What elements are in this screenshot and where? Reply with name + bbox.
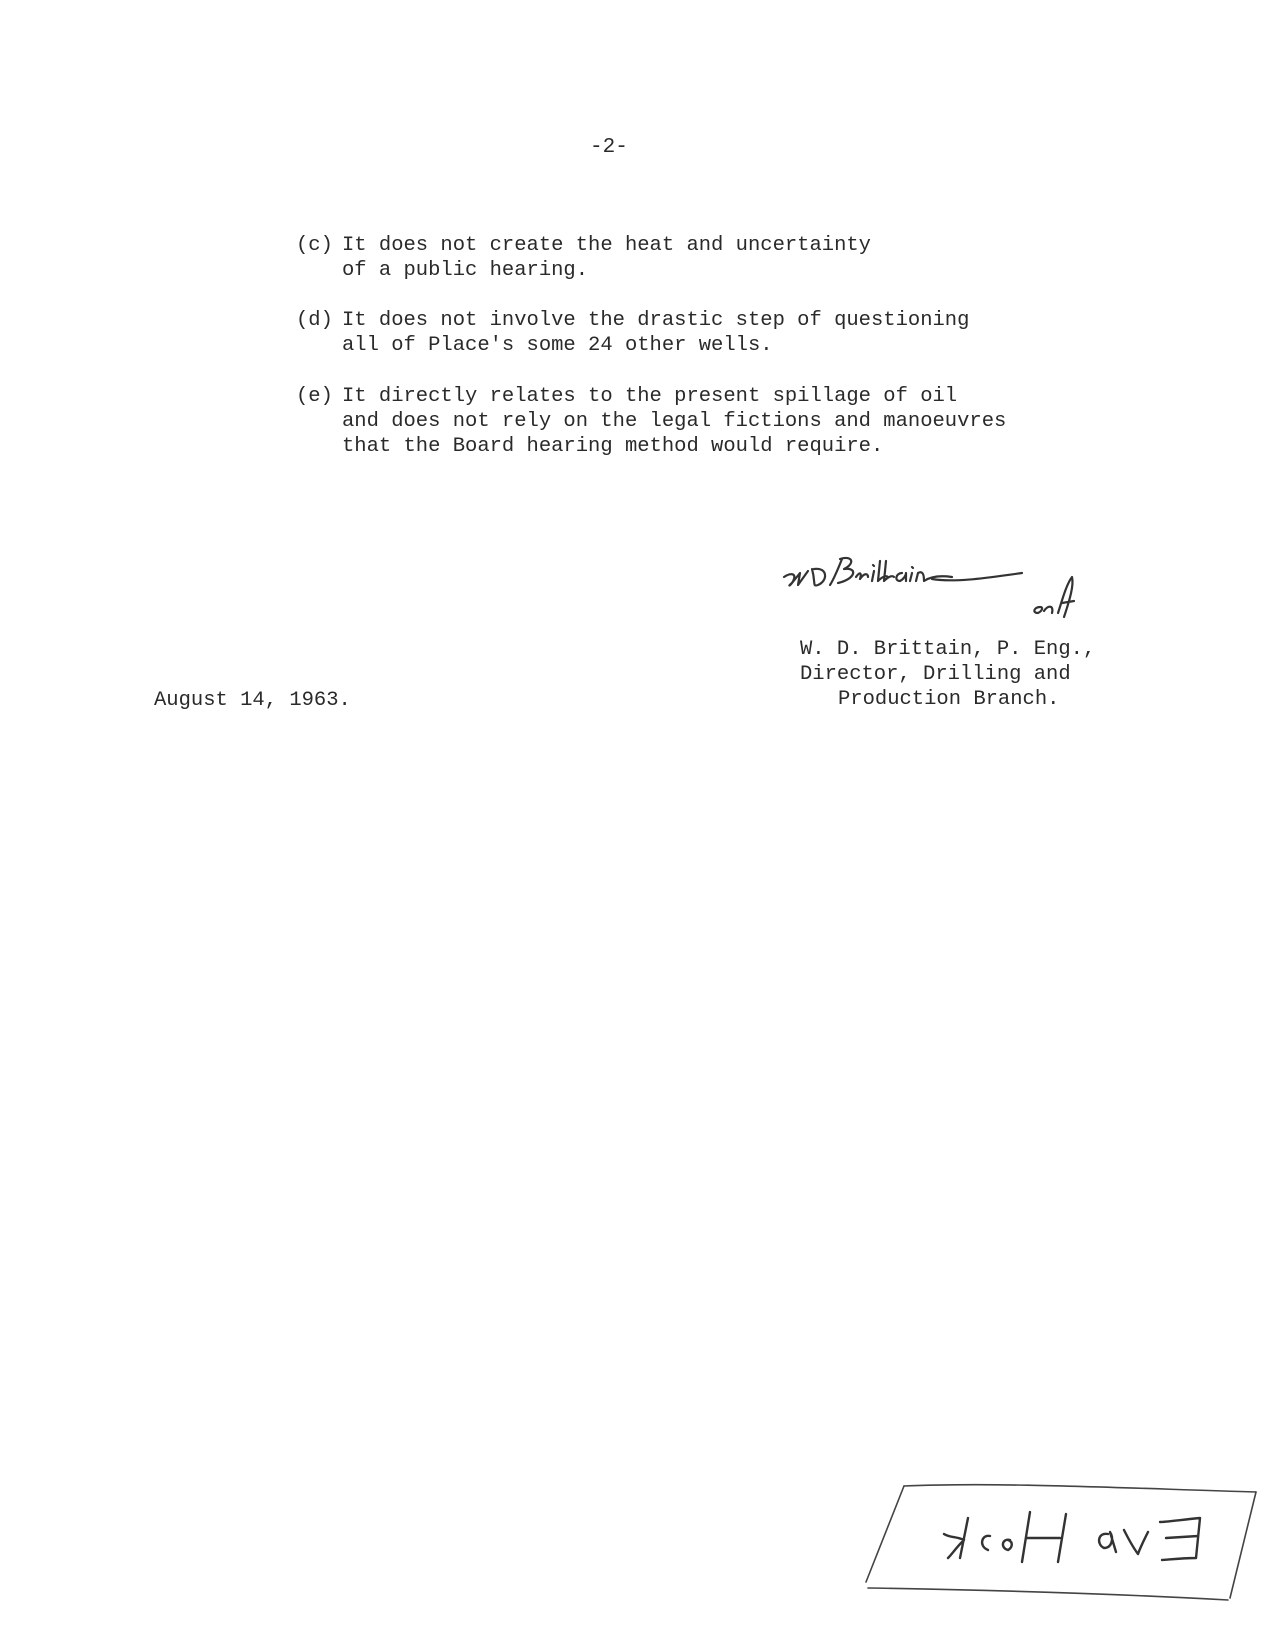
handwritten-stamp (860, 1478, 1260, 1618)
document-date: August 14, 1963. (154, 689, 351, 712)
item-text-line: It does not create the heat and uncertainty (342, 234, 871, 257)
list-item-e (296, 384, 1006, 459)
list-item-d (296, 308, 969, 358)
item-label: (d) (296, 309, 333, 332)
signatory-name: W. D. Brittain, P. Eng., (800, 638, 1096, 661)
item-text-line: and does not rely on the legal fictions and manoeuvres (342, 410, 1007, 433)
item-text-line: It does not involve the drastic step of questioning (342, 309, 970, 332)
signatory-title-line1: Director, Drilling and (800, 663, 1071, 686)
page-number: -2- (590, 136, 628, 159)
item-label: (c) (296, 234, 333, 257)
list-item-c (296, 233, 871, 283)
item-text-line: all of Place's some 24 other wells. (342, 334, 773, 357)
item-text-line: of a public hearing. (342, 259, 589, 282)
item-text-line: that the Board hearing method would require. (342, 435, 884, 458)
signatory-title-line2: Production Branch. (838, 688, 1060, 711)
handwritten-signature (782, 555, 1112, 630)
item-label: (e) (296, 385, 333, 408)
item-text-line: It directly relates to the present spillage of oil (342, 385, 958, 408)
